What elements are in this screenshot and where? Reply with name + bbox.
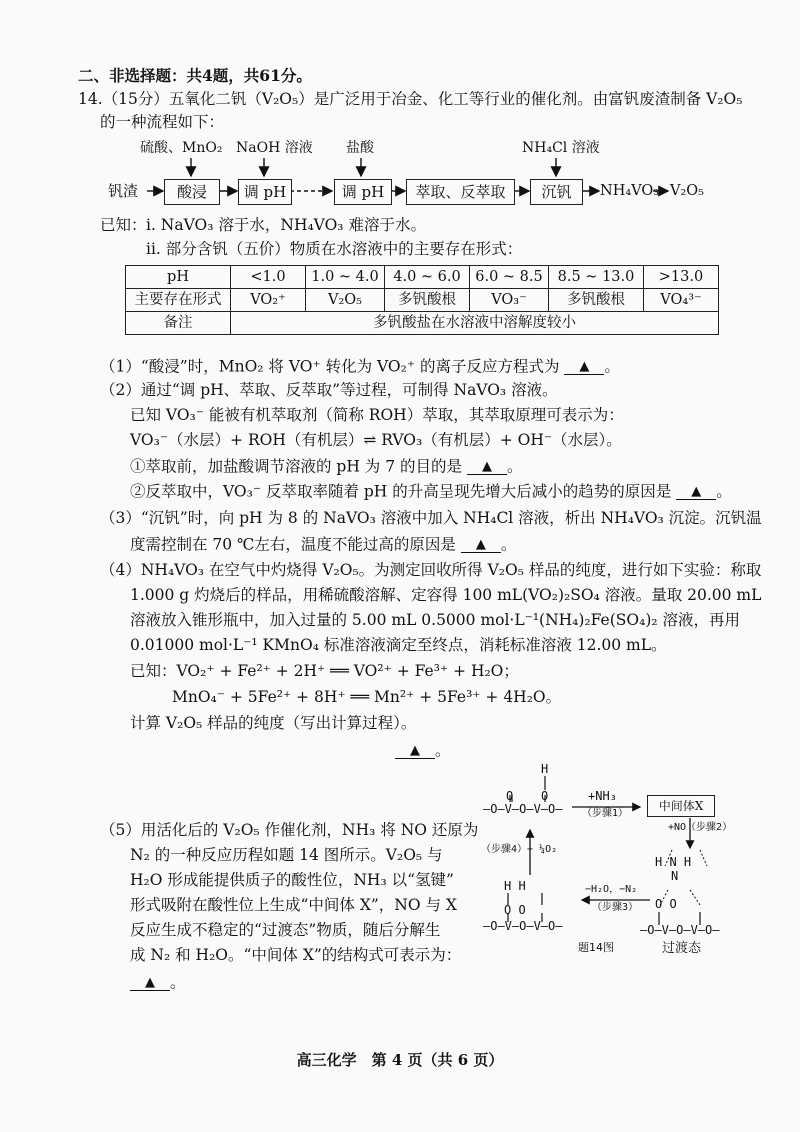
reagent-acid-mno2: 硫酸、MnO₂ (140, 140, 223, 156)
mech-step2-label: +NO（步骤2） (668, 822, 733, 833)
mech-ts-o-atoms: O O (655, 897, 677, 911)
flow-start-vanadium-slag: 钒渣 (108, 182, 139, 200)
q14-intro-line1: 14.（15分）五氧化二钒（V₂O₅）是广泛用于冶金、化工等行业的催化剂。由富钒废渣制备 V₂O₅ (78, 90, 743, 108)
part4-line4: 0.01000 mol·L⁻¹ KMnO₄ 标准溶液滴定至终点，消耗标准溶液 12.00 mL。 (130, 636, 667, 654)
table-header-note: 备注 (126, 312, 231, 335)
flow-step-adjust-ph-1: 调 pH (238, 179, 292, 205)
flow-step-adjust-ph-2: 调 pH (334, 179, 392, 205)
part3-line1: （3）“沉钒”时，向 pH 为 8 的 NaVO₃ 溶液中加入 NH₄Cl 溶液，析出 NH₄VO₃ 沉淀。沉钒温 (100, 509, 762, 527)
known-label: 已知： (100, 216, 147, 234)
flow-step-extraction: 萃取、反萃取 (406, 179, 515, 205)
table-cell: 多钒酸根 (549, 289, 644, 312)
reagent-hcl: 盐酸 (346, 140, 374, 156)
table-cell: 8.5 ~ 13.0 (549, 266, 644, 289)
table-header-ph: pH (126, 266, 231, 289)
mech-transition-label: 过渡态 (662, 941, 702, 956)
blank-marker: ▲ (579, 359, 590, 374)
table-cell: <1.0 (231, 266, 306, 289)
mech-top-h-atom: H (541, 762, 549, 776)
part5-line5: 反应生成不稳定的“过渡态”物质，随后分解生 (130, 921, 441, 939)
part5-line4: 形式吸附在酸性位上生成“中间体 X”，NO 与 X (130, 896, 457, 914)
mech-ts-nitrogen-ring: N (671, 869, 679, 883)
table-cell: VO₄³⁻ (644, 289, 719, 312)
table-cell: VO₃⁻ (470, 289, 549, 312)
flow-product-nh4vo3: NH₄VO₃ (600, 183, 660, 199)
reagent-nh4cl: NH₄Cl 溶液 (522, 140, 600, 156)
blank-marker: ▲ (691, 484, 702, 499)
table-cell: V₂O₅ (306, 289, 385, 312)
part4-line1: （4）NH₄VO₃ 在空气中灼烧得 V₂O₅。为测定回收所得 V₂O₅ 样品的纯度，进行如下实验：称取 (100, 561, 762, 579)
blank-marker: ▲ (475, 537, 486, 552)
part2-line2: 已知 VO₃⁻ 能被有机萃取剂（简称 ROH）萃取，其萃取原理可表示为： (130, 406, 624, 424)
flow-product-v2o5: V₂O₅ (670, 183, 704, 199)
mech-step1-reagent: +NH₃ (588, 789, 617, 803)
table-cell: 4.0 ~ 6.0 (385, 266, 470, 289)
blank-marker: ▲ (410, 743, 420, 758)
q14-intro-line2: 的一种流程如下： (100, 113, 225, 131)
section-title: 二、非选择题：共4题，共61分。 (78, 66, 312, 85)
table-note: 多钒酸盐在水溶液中溶解度较小 (231, 312, 719, 335)
part2-equation: VO₃⁻（水层）+ ROH（有机层）⇌ RVO₃（有机层）+ OH⁻（水层）。 (130, 431, 622, 449)
table-cell: >13.0 (644, 266, 719, 289)
flow-step-acid-leach: 酸浸 (164, 179, 220, 205)
blank-marker: ▲ (145, 975, 155, 990)
part5-line6: 成 N₂ 和 H₂O。“中间体 X”的结构式可表示为： (130, 946, 462, 964)
flow-step-precipitate: 沉钒 (530, 179, 583, 205)
mech-bl-o-atoms: O O (504, 903, 526, 917)
reagent-naoh: NaOH 溶液 (236, 140, 313, 156)
part5-answer: ▲ 。 (130, 974, 186, 991)
part5-line3: H₂O 形成能提供质子的酸性位，NH₃ 以“氢键” (130, 871, 454, 889)
part2-sub1: ①萃取前，加盐酸调节溶液的 pH 为 7 的目的是 ▲ 。 (130, 457, 523, 476)
known-ii: ⅱ. 部分含钒（五价）物质在水溶液中的主要存在形式： (146, 240, 523, 258)
page-footer: 高三化学 第 4 页（共 6 页） (296, 1051, 504, 1069)
mech-ts-nitrogen-ring: H N H (655, 855, 692, 869)
table-cell: 1.0 ~ 4.0 (306, 266, 385, 289)
part2-sub2-text: ②反萃取中，VO₃⁻ 反萃取率随着 pH 的升高呈现先增大后减小的趋势的原因是 (130, 482, 672, 501)
table-header-forms: 主要存在形式 (126, 289, 231, 312)
mech-top-chain: –O–V–O–V–O– (483, 802, 563, 816)
mech-bl-chain: –O–V–O–V–O– (483, 919, 563, 933)
part4-eq1: 已知：VO₂⁺ + Fe²⁺ + 2H⁺ ══ VO²⁺ + Fe³⁺ + H₂O； (130, 662, 519, 680)
mech-ts-chain: –O–V–O–V–O– (640, 923, 720, 937)
blank-marker: ▲ (481, 459, 492, 474)
part5-line2: N₂ 的一种反应历程如题 14 图所示。V₂O₅ 与 (130, 846, 443, 864)
part4-answer: ▲ 。 (395, 742, 451, 759)
part2-sub1-text: ①萃取前，加盐酸调节溶液的 pH 为 7 的目的是 (130, 457, 463, 476)
part3-line2: 度需控制在 70 ℃左右，温度不能过高的原因是 ▲ 。 (130, 535, 517, 554)
mech-step4-label: （步骤4）+ ¼O₂ (481, 844, 558, 855)
part1-text: （1）“酸浸”时，MnO₂ 将 VO⁺ 转化为 VO₂⁺ 的离子反应方程式为 (100, 357, 560, 376)
part5-line1: （5）用活化后的 V₂O₅ 作催化剂，NH₃ 将 NO 还原为 (100, 821, 479, 839)
mech-step1-label: （步骤1） (582, 808, 629, 819)
mech-bl-h-atoms: H H (504, 879, 526, 893)
figure-caption: 题14图 (578, 941, 614, 954)
known-i: ⅰ. NaVO₃ 溶于水，NH₄VO₃ 难溶于水。 (146, 216, 426, 234)
part3-line2-text: 度需控制在 70 ℃左右，温度不能过高的原因是 (130, 535, 456, 554)
mech-step3-reagent: −H₂O，−N₂ (585, 884, 638, 895)
table-cell: VO₂⁺ (231, 289, 306, 312)
table-cell: 多钒酸根 (385, 289, 470, 312)
part4-ask: 计算 V₂O₅ 样品的纯度（写出计算过程）。 (130, 714, 417, 732)
part2-sub2: ②反萃取中，VO₃⁻ 反萃取率随着 pH 的升高呈现先增大后减小的趋势的原因是 ▲ 。 (130, 482, 732, 501)
part4-line3: 溶液放入锥形瓶中，加入过量的 5.00 mL 0.5000 mol·L⁻¹(NH₄)₂Fe(SO₄)₂ 溶液，再用 (130, 611, 741, 629)
part1-question: （1）“酸浸”时，MnO₂ 将 VO⁺ 转化为 VO₂⁺ 的离子反应方程式为 ▲ 。 (100, 357, 620, 376)
mech-top-o-atom: O (541, 789, 549, 803)
mech-top-o-atom: O (506, 789, 514, 803)
mech-step3-label: （步骤3） (592, 902, 639, 913)
part4-eq2: MnO₄⁻ + 5Fe²⁺ + 8H⁺ ══ Mn²⁺ + 5Fe³⁺ + 4H₂O。 (172, 688, 562, 706)
table-cell: 6.0 ~ 8.5 (470, 266, 549, 289)
part2-line1: （2）通过“调 pH、萃取、反萃取”等过程，可制得 NaVO₃ 溶液。 (100, 381, 558, 399)
mech-intermediate-x: 中间体X (647, 795, 715, 817)
part4-line2: 1.000 g 灼烧后的样品，用稀硫酸溶解、定容得 100 mL(VO₂)₂SO₄ 溶液。量取 20.00 mL (130, 586, 762, 604)
